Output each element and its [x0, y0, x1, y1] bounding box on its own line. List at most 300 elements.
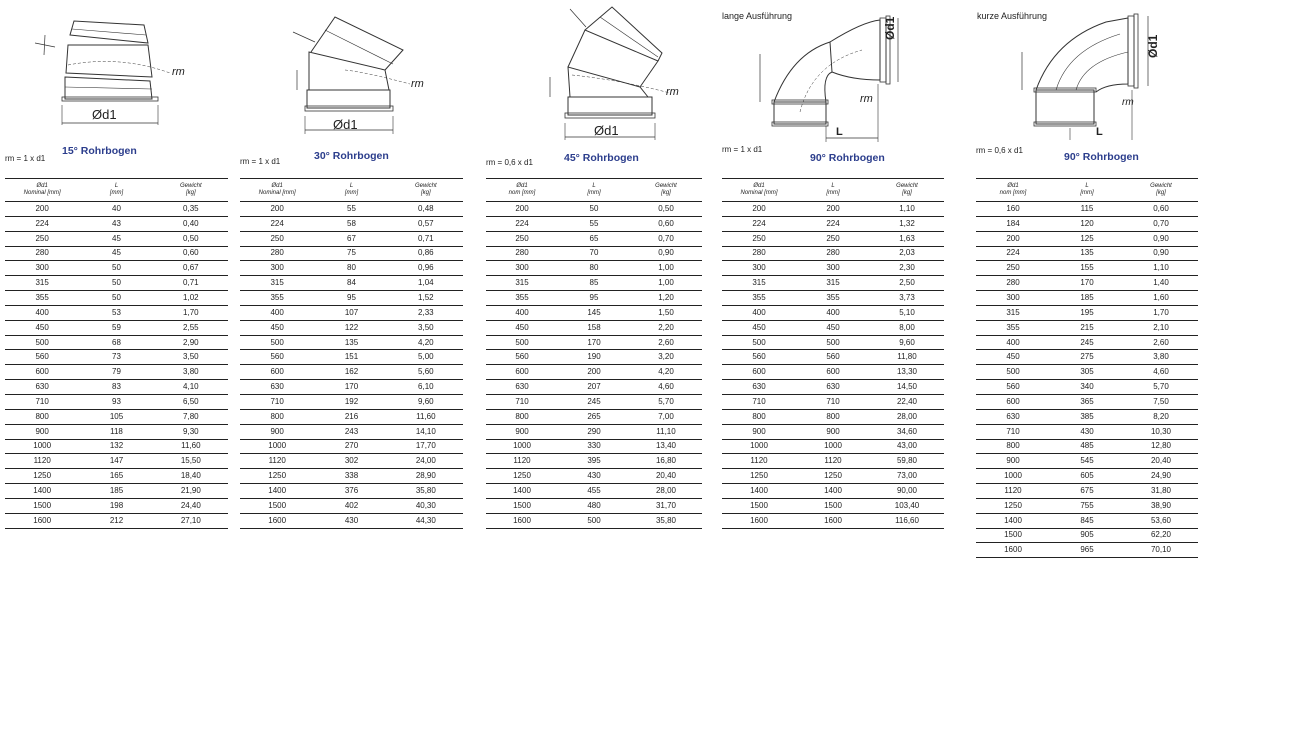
cell-length: 200: [558, 365, 630, 380]
cell-weight: 2,20: [630, 320, 702, 335]
cell-length: 170: [314, 380, 388, 395]
cell-diameter: 500: [240, 335, 314, 350]
cell-length: 480: [558, 498, 630, 513]
cell-diameter: 280: [5, 246, 79, 261]
cell-weight: 0,90: [1124, 246, 1198, 261]
cell-weight: 73,00: [870, 469, 944, 484]
cell-length: 900: [796, 424, 870, 439]
table-row: [240, 394, 463, 409]
bend-90-long-title: 90° Rohrbogen: [810, 152, 885, 164]
cell-diameter: 250: [5, 231, 79, 246]
table-row: [5, 305, 228, 320]
table-row: [976, 335, 1198, 350]
cell-weight: 1,32: [870, 216, 944, 231]
cell-diameter: 900: [5, 424, 79, 439]
table-row: [486, 305, 702, 320]
bend-15-diameter-label: Ød1: [92, 107, 117, 122]
table-row: [240, 305, 463, 320]
cell-diameter: 900: [240, 424, 314, 439]
table-row: [486, 484, 702, 499]
bend-90-short-radius-note: rm = 0,6 x d1: [976, 146, 1023, 155]
cell-diameter: 200: [486, 202, 558, 217]
cell-length: 45: [79, 231, 153, 246]
cell-diameter: 1000: [722, 439, 796, 454]
cell-length: 270: [314, 439, 388, 454]
table-row: [5, 365, 228, 380]
cell-weight: 31,70: [630, 498, 702, 513]
cell-weight: 5,70: [1124, 380, 1198, 395]
bend-90-long-variant: lange Ausführung: [722, 11, 793, 21]
bend-45-radius-note: rm = 0,6 x d1: [486, 158, 533, 167]
cell-length: 216: [314, 409, 388, 424]
cell-weight: 3,80: [1124, 350, 1198, 365]
cell-length: 185: [1050, 291, 1124, 306]
cell-weight: 1,70: [1124, 305, 1198, 320]
cell-length: 65: [558, 231, 630, 246]
cell-diameter: 355: [976, 320, 1050, 335]
cell-weight: 2,10: [1124, 320, 1198, 335]
cell-weight: 5,70: [630, 394, 702, 409]
col-weight: Gewicht [kg]: [389, 179, 463, 202]
cell-weight: 28,90: [389, 469, 463, 484]
cell-weight: 7,50: [1124, 394, 1198, 409]
cell-diameter: 1000: [240, 439, 314, 454]
cell-diameter: 355: [486, 291, 558, 306]
cell-weight: 20,40: [630, 469, 702, 484]
cell-weight: 70,10: [1124, 543, 1198, 558]
table-row: [5, 276, 228, 291]
cell-diameter: 1500: [240, 498, 314, 513]
cell-length: 207: [558, 380, 630, 395]
cell-length: 605: [1050, 469, 1124, 484]
table-row: [486, 216, 702, 231]
cell-weight: 2,60: [1124, 335, 1198, 350]
col-weight: Gewicht [kg]: [870, 179, 944, 202]
cell-diameter: 800: [240, 409, 314, 424]
table-row: [486, 202, 702, 217]
cell-diameter: 1250: [240, 469, 314, 484]
table-row: [976, 276, 1198, 291]
cell-length: 300: [796, 261, 870, 276]
cell-weight: 13,30: [870, 365, 944, 380]
cell-diameter: 250: [722, 231, 796, 246]
cell-length: 275: [1050, 350, 1124, 365]
table-row: [722, 365, 944, 380]
table-row: [722, 380, 944, 395]
table-row: [240, 202, 463, 217]
cell-weight: 0,50: [630, 202, 702, 217]
cell-diameter: 630: [5, 380, 79, 395]
cell-diameter: 600: [486, 365, 558, 380]
cell-length: 83: [79, 380, 153, 395]
cell-weight: 12,80: [1124, 439, 1198, 454]
cell-length: 195: [1050, 305, 1124, 320]
cell-length: 50: [79, 276, 153, 291]
bend-30-drawing: [285, 12, 435, 137]
table-row: [722, 216, 944, 231]
bend-45-title: 45° Rohrbogen: [564, 152, 639, 164]
table-row: [240, 320, 463, 335]
cell-length: 105: [79, 409, 153, 424]
cell-diameter: 710: [240, 394, 314, 409]
cell-length: 338: [314, 469, 388, 484]
cell-diameter: 900: [976, 454, 1050, 469]
cell-weight: 0,67: [154, 261, 228, 276]
table-row: [722, 320, 944, 335]
table-row: [722, 231, 944, 246]
cell-diameter: 315: [722, 276, 796, 291]
cell-length: 151: [314, 350, 388, 365]
cell-length: 198: [79, 498, 153, 513]
table-row: [976, 424, 1198, 439]
cell-length: 965: [1050, 543, 1124, 558]
cell-diameter: 1400: [976, 513, 1050, 528]
cell-length: 1250: [796, 469, 870, 484]
cell-length: 125: [1050, 231, 1124, 246]
cell-length: 170: [1050, 276, 1124, 291]
table-row: [486, 469, 702, 484]
cell-diameter: 630: [722, 380, 796, 395]
cell-weight: 24,40: [154, 498, 228, 513]
cell-weight: 5,00: [389, 350, 463, 365]
cell-diameter: 1500: [976, 528, 1050, 543]
cell-diameter: 280: [976, 276, 1050, 291]
cell-length: 402: [314, 498, 388, 513]
table-row: [722, 439, 944, 454]
cell-diameter: 710: [486, 394, 558, 409]
cell-diameter: 280: [240, 246, 314, 261]
cell-weight: 43,00: [870, 439, 944, 454]
cell-length: 1120: [796, 454, 870, 469]
cell-weight: 14,50: [870, 380, 944, 395]
cell-weight: 11,80: [870, 350, 944, 365]
bend-30-title: 30° Rohrbogen: [314, 150, 389, 162]
cell-length: 58: [314, 216, 388, 231]
cell-weight: 0,71: [154, 276, 228, 291]
cell-diameter: 630: [240, 380, 314, 395]
table-row: [486, 454, 702, 469]
cell-weight: 3,20: [630, 350, 702, 365]
cell-diameter: 1000: [976, 469, 1050, 484]
cell-weight: 20,40: [1124, 454, 1198, 469]
table-row: [486, 350, 702, 365]
cell-weight: 5,60: [389, 365, 463, 380]
cell-diameter: 1000: [486, 439, 558, 454]
cell-length: 545: [1050, 454, 1124, 469]
bend-90-long-table: [722, 178, 944, 529]
cell-weight: 0,90: [630, 246, 702, 261]
table-row: [5, 484, 228, 499]
table-row: [240, 513, 463, 528]
col-weight: Gewicht [kg]: [154, 179, 228, 202]
cell-length: 500: [558, 513, 630, 528]
cell-diameter: 250: [976, 261, 1050, 276]
table-row: [5, 498, 228, 513]
cell-length: 1600: [796, 513, 870, 528]
table-row: [976, 231, 1198, 246]
table-row: [486, 335, 702, 350]
cell-diameter: 450: [5, 320, 79, 335]
cell-diameter: 400: [486, 305, 558, 320]
cell-length: 185: [79, 484, 153, 499]
cell-diameter: 1120: [5, 454, 79, 469]
cell-weight: 3,73: [870, 291, 944, 306]
table-row: [5, 216, 228, 231]
cell-diameter: 450: [722, 320, 796, 335]
cell-length: 485: [1050, 439, 1124, 454]
table-row: [5, 469, 228, 484]
cell-weight: 53,60: [1124, 513, 1198, 528]
table-row: [240, 335, 463, 350]
cell-length: 68: [79, 335, 153, 350]
table-row: [976, 498, 1198, 513]
cell-length: 79: [79, 365, 153, 380]
table-row: [976, 484, 1198, 499]
cell-length: 115: [1050, 202, 1124, 217]
table-row: [240, 484, 463, 499]
cell-weight: 6,10: [389, 380, 463, 395]
cell-weight: 7,80: [154, 409, 228, 424]
cell-weight: 3,50: [154, 350, 228, 365]
cell-diameter: 1400: [722, 484, 796, 499]
cell-diameter: 300: [5, 261, 79, 276]
cell-length: 215: [1050, 320, 1124, 335]
cell-weight: 5,10: [870, 305, 944, 320]
bend-30-diameter-label: Ød1: [333, 117, 358, 132]
cell-length: 1500: [796, 498, 870, 513]
cell-weight: 16,80: [630, 454, 702, 469]
cell-diameter: 1600: [240, 513, 314, 528]
cell-diameter: 450: [976, 350, 1050, 365]
cell-length: 243: [314, 424, 388, 439]
cell-diameter: 800: [486, 409, 558, 424]
table-row: [486, 380, 702, 395]
cell-length: 845: [1050, 513, 1124, 528]
cell-diameter: 800: [5, 409, 79, 424]
table-row: [976, 216, 1198, 231]
table-row: [486, 261, 702, 276]
cell-length: 200: [796, 202, 870, 217]
table-row: [240, 439, 463, 454]
table-row: [486, 439, 702, 454]
cell-length: 67: [314, 231, 388, 246]
table-row: [240, 380, 463, 395]
cell-length: 905: [1050, 528, 1124, 543]
table-row: [240, 498, 463, 513]
table-row: [976, 320, 1198, 335]
cell-weight: 27,10: [154, 513, 228, 528]
cell-diameter: 1400: [486, 484, 558, 499]
cell-diameter: 1250: [5, 469, 79, 484]
bend-90-long-length-label: L: [836, 126, 843, 138]
cell-weight: 4,10: [154, 380, 228, 395]
cell-weight: 0,70: [1124, 216, 1198, 231]
cell-diameter: 1000: [5, 439, 79, 454]
col-length: L [mm]: [1050, 179, 1124, 202]
table-row: [240, 276, 463, 291]
cell-length: 385: [1050, 409, 1124, 424]
cell-weight: 90,00: [870, 484, 944, 499]
cell-length: 135: [1050, 246, 1124, 261]
table-row: [486, 276, 702, 291]
cell-weight: 24,90: [1124, 469, 1198, 484]
cell-diameter: 224: [722, 216, 796, 231]
bend-90-short-radius-label: rm: [1122, 97, 1134, 108]
cell-diameter: 500: [486, 335, 558, 350]
col-diameter: Ød1 nom [mm]: [486, 179, 558, 202]
cell-length: 212: [79, 513, 153, 528]
cell-weight: 18,40: [154, 469, 228, 484]
table-row: [722, 513, 944, 528]
table-row: [240, 231, 463, 246]
cell-weight: 7,00: [630, 409, 702, 424]
cell-diameter: 560: [240, 350, 314, 365]
table-row: [5, 246, 228, 261]
cell-weight: 0,60: [630, 216, 702, 231]
table-row: [486, 394, 702, 409]
cell-diameter: 250: [486, 231, 558, 246]
cell-diameter: 1500: [722, 498, 796, 513]
bend-15-radius-label: rm: [172, 66, 185, 78]
table-row: [486, 246, 702, 261]
col-length: L [mm]: [79, 179, 153, 202]
cell-diameter: 400: [722, 305, 796, 320]
cell-diameter: 600: [722, 365, 796, 380]
cell-weight: 2,50: [870, 276, 944, 291]
cell-weight: 116,60: [870, 513, 944, 528]
cell-length: 355: [796, 291, 870, 306]
cell-length: 45: [79, 246, 153, 261]
cell-length: 400: [796, 305, 870, 320]
cell-diameter: 315: [976, 305, 1050, 320]
cell-length: 600: [796, 365, 870, 380]
table-row: [722, 246, 944, 261]
cell-length: 93: [79, 394, 153, 409]
table-row: [240, 246, 463, 261]
cell-diameter: 800: [976, 439, 1050, 454]
bend-30-table: [240, 178, 463, 529]
cell-length: 73: [79, 350, 153, 365]
cell-weight: 31,80: [1124, 484, 1198, 499]
cell-weight: 6,50: [154, 394, 228, 409]
cell-length: 430: [558, 469, 630, 484]
cell-length: 50: [79, 261, 153, 276]
cell-weight: 0,90: [1124, 231, 1198, 246]
table-row: [240, 291, 463, 306]
cell-weight: 4,60: [630, 380, 702, 395]
cell-diameter: 900: [722, 424, 796, 439]
table-row: [722, 424, 944, 439]
cell-weight: 35,80: [630, 513, 702, 528]
cell-diameter: 300: [486, 261, 558, 276]
cell-diameter: 630: [976, 409, 1050, 424]
cell-length: 250: [796, 231, 870, 246]
cell-diameter: 560: [722, 350, 796, 365]
cell-weight: 17,70: [389, 439, 463, 454]
cell-diameter: 560: [976, 380, 1050, 395]
bend-90-short-title: 90° Rohrbogen: [1064, 151, 1139, 163]
cell-weight: 1,04: [389, 276, 463, 291]
table-row: [722, 409, 944, 424]
cell-diameter: 600: [240, 365, 314, 380]
table-row: [5, 350, 228, 365]
cell-diameter: 1600: [722, 513, 796, 528]
cell-length: 290: [558, 424, 630, 439]
cell-diameter: 184: [976, 216, 1050, 231]
cell-length: 245: [558, 394, 630, 409]
cell-diameter: 315: [486, 276, 558, 291]
cell-weight: 0,86: [389, 246, 463, 261]
cell-length: 800: [796, 409, 870, 424]
cell-diameter: 560: [5, 350, 79, 365]
cell-length: 53: [79, 305, 153, 320]
cell-diameter: 355: [722, 291, 796, 306]
col-length: L [mm]: [314, 179, 388, 202]
cell-diameter: 355: [240, 291, 314, 306]
cell-diameter: 250: [240, 231, 314, 246]
table-row: [722, 335, 944, 350]
cell-weight: 22,40: [870, 394, 944, 409]
table-row: [486, 320, 702, 335]
cell-length: 1000: [796, 439, 870, 454]
cell-weight: 4,20: [630, 365, 702, 380]
col-diameter: Ød1 nom [mm]: [976, 179, 1050, 202]
cell-weight: 38,90: [1124, 498, 1198, 513]
table-row: [240, 365, 463, 380]
cell-length: 430: [314, 513, 388, 528]
bend-15-table: [5, 178, 228, 529]
cell-length: 330: [558, 439, 630, 454]
cell-weight: 28,00: [630, 484, 702, 499]
col-length: L [mm]: [796, 179, 870, 202]
cell-weight: 1,02: [154, 291, 228, 306]
cell-diameter: 280: [486, 246, 558, 261]
cell-length: 55: [558, 216, 630, 231]
cell-diameter: 500: [976, 365, 1050, 380]
bend-90-short-diameter-label: Ød1: [1146, 34, 1160, 58]
cell-weight: 9,60: [389, 394, 463, 409]
table-row: [5, 320, 228, 335]
cell-weight: 2,33: [389, 305, 463, 320]
table-row: [722, 454, 944, 469]
cell-weight: 15,50: [154, 454, 228, 469]
cell-length: 122: [314, 320, 388, 335]
cell-weight: 21,90: [154, 484, 228, 499]
cell-length: 500: [796, 335, 870, 350]
bend-30-radius-label: rm: [411, 78, 424, 90]
cell-diameter: 1400: [240, 484, 314, 499]
cell-weight: 1,10: [870, 202, 944, 217]
cell-diameter: 1250: [486, 469, 558, 484]
cell-weight: 11,60: [154, 439, 228, 454]
table-row: [976, 394, 1198, 409]
cell-weight: 9,60: [870, 335, 944, 350]
cell-diameter: 450: [240, 320, 314, 335]
cell-length: 365: [1050, 394, 1124, 409]
table-row: [976, 350, 1198, 365]
table-row: [486, 424, 702, 439]
cell-diameter: 400: [240, 305, 314, 320]
table-row: [486, 498, 702, 513]
cell-diameter: 224: [486, 216, 558, 231]
col-weight: Gewicht [kg]: [630, 179, 702, 202]
cell-diameter: 280: [722, 246, 796, 261]
cell-length: 630: [796, 380, 870, 395]
table-row: [722, 276, 944, 291]
table-row: [486, 291, 702, 306]
cell-length: 376: [314, 484, 388, 499]
cell-diameter: 1400: [5, 484, 79, 499]
